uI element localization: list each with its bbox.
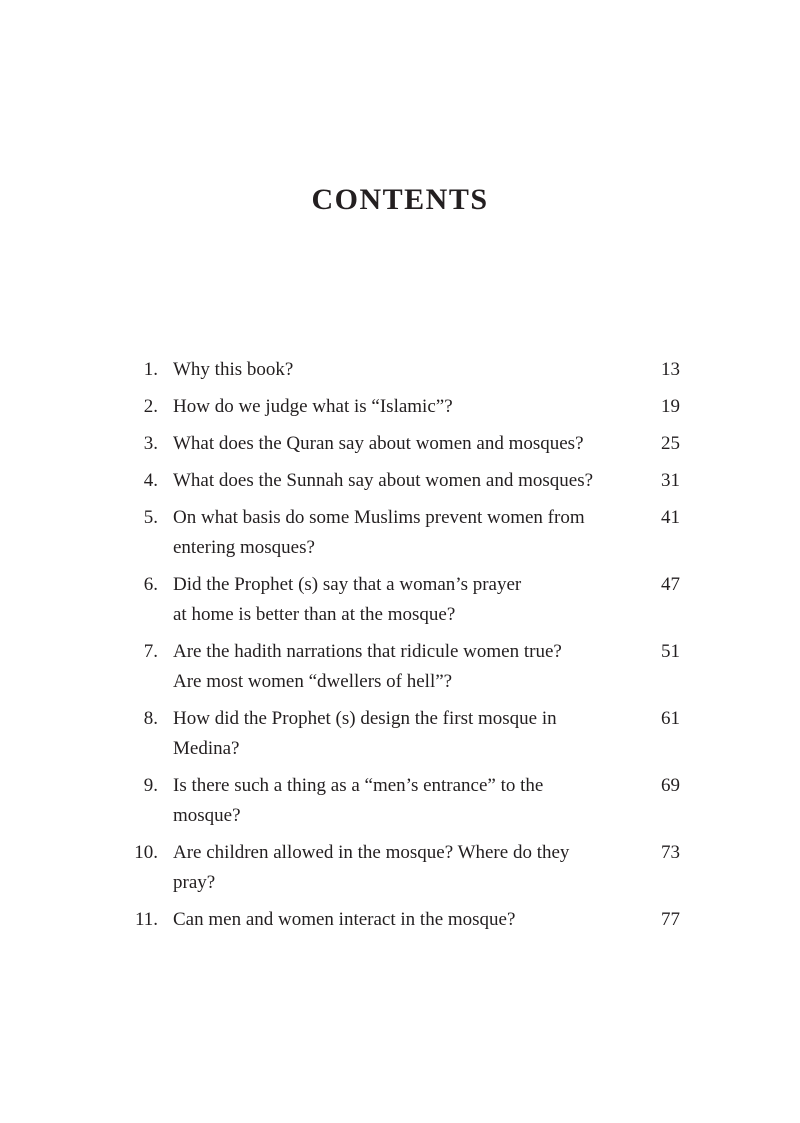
toc-entry-number: 11. [134, 909, 158, 930]
toc-entry-page: 13 [661, 359, 680, 380]
toc-entry-title: Can men and women interact in the mosque? [173, 909, 516, 930]
toc-entry-page: 73 [661, 842, 680, 863]
toc-entry-title: Did the Prophet (s) say that a woman’s prayer at home is better than at the mosque? [173, 574, 522, 625]
toc-entry-number: 2. [143, 396, 158, 417]
toc-entry [120, 570, 680, 630]
toc-entry-page: 41 [661, 507, 680, 528]
toc-entry-number: 1. [143, 359, 158, 380]
toc-entry-title: How do we judge what is “Islamic”? [173, 396, 453, 417]
toc-entry-number: 6. [143, 574, 158, 595]
toc-entry-title: On what basis do some Muslims prevent women from entering mosques? [173, 507, 585, 558]
toc-entry-number: 7. [143, 641, 158, 662]
toc-entry [120, 392, 680, 422]
toc-entry-page: 69 [661, 775, 680, 796]
toc-entry-title: What does the Quran say about women and mosques? [173, 433, 584, 454]
toc-entry-page: 25 [661, 433, 680, 454]
toc-entry [120, 466, 680, 496]
toc-entry-title: What does the Sunnah say about women and mosques? [173, 470, 594, 491]
toc-entry-number: 10. [134, 842, 158, 863]
toc-entry-title: Is there such a thing as a “men’s entrance” to the mosque? [173, 775, 544, 826]
toc-entry-number: 3. [143, 433, 158, 454]
toc-entry-page: 51 [661, 641, 680, 662]
toc-entry-page: 61 [661, 708, 680, 729]
toc-entry [120, 429, 680, 459]
table-of-contents [120, 355, 680, 942]
toc-entry-number: 8. [143, 708, 158, 729]
page-title: CONTENTS [311, 183, 489, 216]
toc-entry-title: Are the hadith narrations that ridicule women true? Are most women “dwellers of hell”? [173, 641, 562, 692]
toc-entry [120, 905, 680, 935]
toc-entry-title: Why this book? [173, 359, 294, 380]
toc-entry [120, 838, 680, 898]
toc-entry [120, 704, 680, 764]
toc-entry [120, 637, 680, 697]
toc-entry-page: 31 [661, 470, 680, 491]
toc-entry [120, 355, 680, 385]
toc-entry [120, 771, 680, 831]
toc-entry [120, 503, 680, 563]
toc-entry-page: 77 [661, 909, 680, 930]
toc-entry-title: How did the Prophet (s) design the first mosque in Medina? [173, 708, 557, 759]
toc-entry-page: 47 [661, 574, 680, 595]
toc-entry-page: 19 [661, 396, 680, 417]
toc-entry-number: 4. [143, 470, 158, 491]
toc-entry-number: 9. [143, 775, 158, 796]
toc-entry-title: Are children allowed in the mosque? Where do they pray? [173, 842, 570, 893]
toc-entry-number: 5. [143, 507, 158, 528]
